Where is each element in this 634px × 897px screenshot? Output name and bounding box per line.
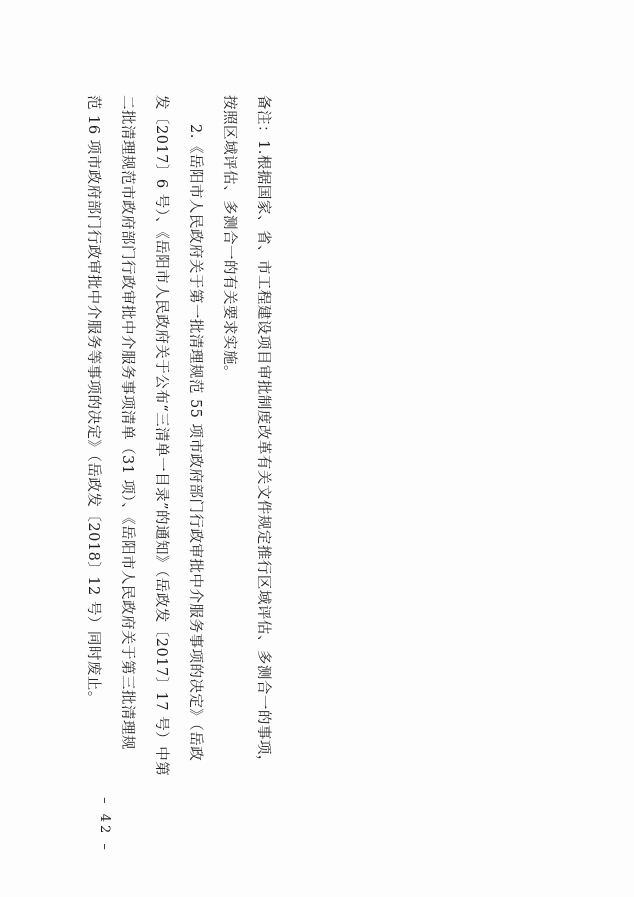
rotated-content <box>85 95 280 835</box>
note-2-line-3: 二批清理规范市政府部门行政审批中介服务事项清单（31 项）、《岳阳市人民政府关于第三批清理规 <box>119 95 135 751</box>
note-2-line-1: 2.《岳阳市人民政府关于第一批清理规范 55 项市政府部门行政审批中介服务事项的决定》（岳政 <box>187 124 203 762</box>
notes-block <box>76 95 280 835</box>
note-1-line-2: 按照区域评估、多测合一的有关要求实施。 <box>221 95 237 380</box>
note-2-line-4: 范 16 项市政府部门行政审批中介服务等事项的决定》（岳政发〔2018〕12 号）同时废止。 <box>85 95 101 706</box>
note-2-line-2: 发〔2017〕6 号）、《岳阳市人民政府关于公布“三清单一目录”的通知》（岳政发〔2017〕17 号）中第 <box>153 95 169 777</box>
page-number: – 42 – <box>97 797 112 853</box>
note-1-line-1: 备注：1.根据国家、省、市工程建设项目审批制度改革有关文件规定推行区域评估、多测合一的事项， <box>255 95 271 770</box>
